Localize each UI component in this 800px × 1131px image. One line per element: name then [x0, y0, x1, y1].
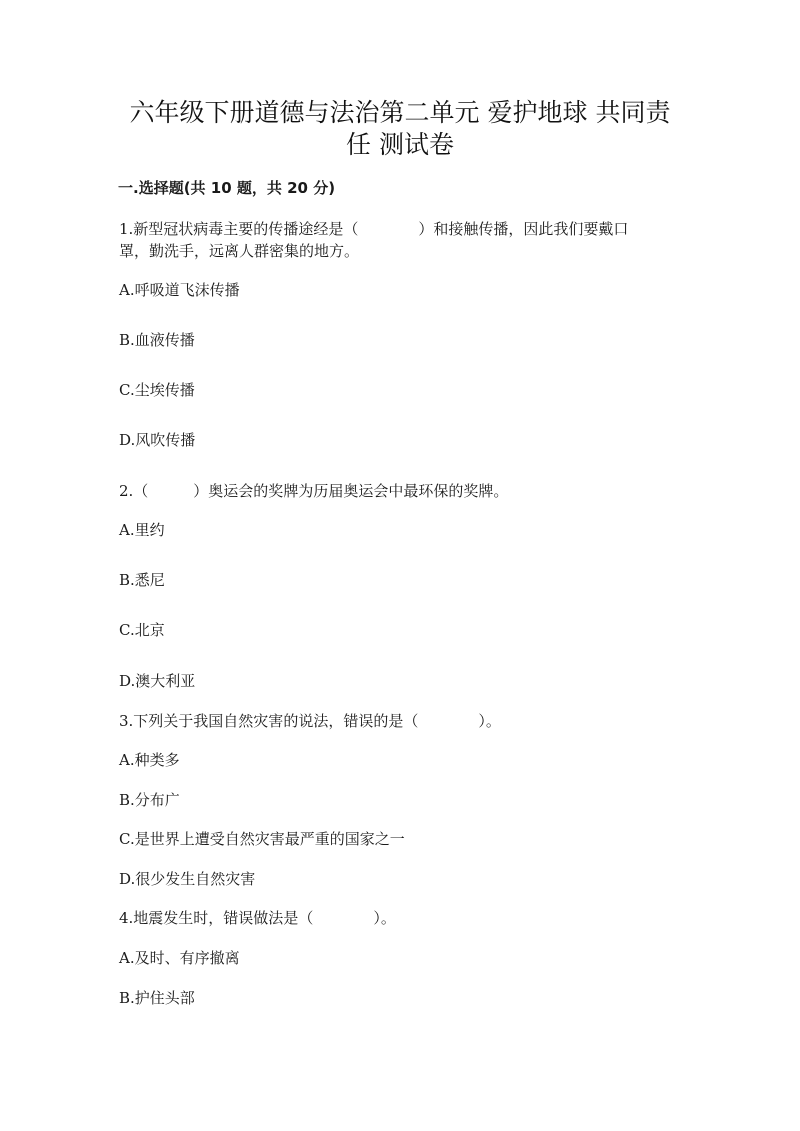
question-1-option-c: C.尘埃传播 [119, 381, 195, 399]
question-1-option-a: A.呼吸道飞沫传播 [119, 281, 240, 299]
question-1-option-d: D.风吹传播 [119, 431, 196, 449]
question-1-stem-line-1: 1.新型冠状病毒主要的传播途经是（ ）和接触传播，因此我们要戴口 [119, 220, 629, 238]
question-1-option-b: B.血液传播 [119, 331, 195, 349]
question-4-option-b: B.护住头部 [119, 989, 195, 1007]
question-3-option-c: C.是世界上遭受自然灾害最严重的国家之一 [119, 830, 405, 848]
question-4-option-a: A.及时、有序撤离 [119, 949, 240, 967]
question-1-stem-line-2: 罩，勤洗手，远离人群密集的地方。 [119, 242, 360, 260]
question-2-option-c: C.北京 [119, 621, 165, 639]
question-3-option-b: B.分布广 [119, 791, 180, 809]
question-2-option-d: D.澳大利亚 [119, 672, 196, 690]
page-title-line-2: 任 测试卷 [346, 130, 454, 159]
question-2-option-a: A.里约 [119, 521, 165, 539]
question-3-option-a: A.种类多 [119, 751, 180, 769]
question-3-stem: 3.下列关于我国自然灾害的说法，错误的是（ ）。 [119, 712, 501, 730]
section-heading: 一.选择题(共 10 题，共 20 分) [118, 179, 336, 197]
question-2-stem: 2.（ ）奥运会的奖牌为历届奥运会中最环保的奖牌。 [119, 482, 509, 500]
question-3-option-d: D.很少发生自然灾害 [119, 870, 256, 888]
question-4-stem: 4.地震发生时，错误做法是（ ）。 [119, 909, 396, 927]
question-2-option-b: B.悉尼 [119, 571, 165, 589]
page-title-line-1: 六年级下册道德与法治第二单元 爱护地球 共同责 [129, 98, 671, 127]
